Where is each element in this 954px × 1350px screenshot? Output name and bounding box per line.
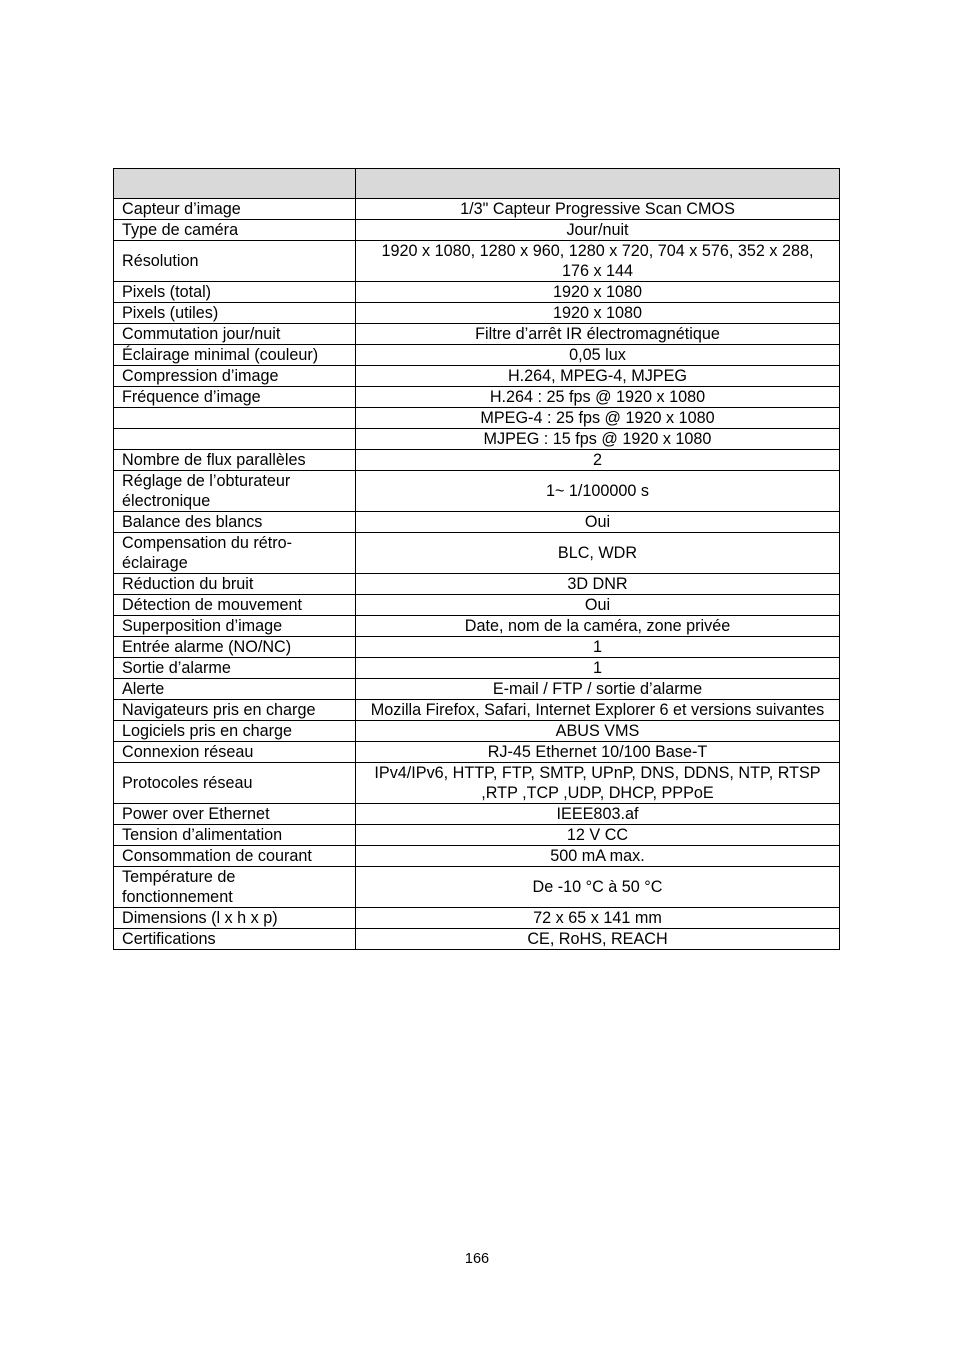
table-row: [114, 324, 840, 345]
spec-value: 1920 x 1080: [356, 303, 840, 324]
spec-label: Logiciels pris en charge: [114, 721, 356, 742]
table-row: [114, 700, 840, 721]
spec-label: Entrée alarme (NO/NC): [114, 637, 356, 658]
spec-value: H.264, MPEG-4, MJPEG: [356, 366, 840, 387]
table-row: [114, 471, 840, 512]
spec-label: Résolution: [114, 241, 356, 282]
table-row: [114, 658, 840, 679]
spec-label: Pixels (total): [114, 282, 356, 303]
spec-value: IPv4/IPv6, HTTP, FTP, SMTP, UPnP, DNS, DDNS, NTP, RTSP ,RTP ,TCP ,UDP, DHCP, PPPoE: [356, 763, 840, 804]
table-row: [114, 742, 840, 763]
spec-label: [114, 429, 356, 450]
table-row: [114, 199, 840, 220]
table-row: [114, 366, 840, 387]
table-row: [114, 450, 840, 471]
spec-value: 0,05 lux: [356, 345, 840, 366]
spec-label: Sortie d’alarme: [114, 658, 356, 679]
spec-value: MJPEG : 15 fps @ 1920 x 1080: [356, 429, 840, 450]
spec-label: Fréquence d’image: [114, 387, 356, 408]
header-row: [114, 169, 840, 199]
spec-label: Détection de mouvement: [114, 595, 356, 616]
table-row: [114, 908, 840, 929]
spec-value: 1: [356, 658, 840, 679]
spec-label: Balance des blancs: [114, 512, 356, 533]
spec-value: 1~ 1/100000 s: [356, 471, 840, 512]
table-row: [114, 929, 840, 950]
table-row: [114, 429, 840, 450]
spec-label: Réglage de l’obturateur électronique: [114, 471, 356, 512]
spec-label: Type de caméra: [114, 220, 356, 241]
spec-label: Tension d’alimentation: [114, 825, 356, 846]
spec-label: Certifications: [114, 929, 356, 950]
table-row: [114, 220, 840, 241]
table-row: [114, 595, 840, 616]
table-row: [114, 574, 840, 595]
spec-label: Compression d’image: [114, 366, 356, 387]
spec-label: Réduction du bruit: [114, 574, 356, 595]
spec-value: RJ-45 Ethernet 10/100 Base-T: [356, 742, 840, 763]
table-row: [114, 241, 840, 282]
spec-value: Date, nom de la caméra, zone privée: [356, 616, 840, 637]
spec-value: 1/3" Capteur Progressive Scan CMOS: [356, 199, 840, 220]
spec-label: Nombre de flux parallèles: [114, 450, 356, 471]
table-row: [114, 512, 840, 533]
spec-table-body: [114, 199, 840, 950]
table-row: [114, 533, 840, 574]
spec-value: Filtre d’arrêt IR électromagnétique: [356, 324, 840, 345]
table-row: [114, 282, 840, 303]
table-row: [114, 721, 840, 742]
spec-table: [113, 168, 840, 950]
spec-table-header: [114, 169, 840, 199]
spec-label: Alerte: [114, 679, 356, 700]
table-row: [114, 804, 840, 825]
spec-label: Dimensions (l x h x p): [114, 908, 356, 929]
spec-label: Pixels (utiles): [114, 303, 356, 324]
spec-value: De -10 °C à 50 °C: [356, 867, 840, 908]
spec-value: CE, RoHS, REACH: [356, 929, 840, 950]
spec-label: [114, 408, 356, 429]
spec-value: 72 x 65 x 141 mm: [356, 908, 840, 929]
page-number: 166: [464, 1251, 490, 1267]
spec-value: 1920 x 1080: [356, 282, 840, 303]
spec-value: 500 mA max.: [356, 846, 840, 867]
spec-value: 1920 x 1080, 1280 x 960, 1280 x 720, 704 x 576, 352 x 288, 176 x 144: [356, 241, 840, 282]
spec-label: Protocoles réseau: [114, 763, 356, 804]
spec-value: Oui: [356, 595, 840, 616]
spec-value: 2: [356, 450, 840, 471]
table-row: [114, 867, 840, 908]
spec-label: Connexion réseau: [114, 742, 356, 763]
table-row: [114, 345, 840, 366]
spec-label: Commutation jour/nuit: [114, 324, 356, 345]
spec-value: 1: [356, 637, 840, 658]
spec-value: Mozilla Firefox, Safari, Internet Explorer 6 et versions suivantes: [356, 700, 840, 721]
spec-label: Superposition d’image: [114, 616, 356, 637]
table-row: [114, 387, 840, 408]
table-row: [114, 303, 840, 324]
spec-value: Oui: [356, 512, 840, 533]
spec-label: Consommation de courant: [114, 846, 356, 867]
spec-value: BLC, WDR: [356, 533, 840, 574]
header-cell-value: [356, 169, 840, 199]
spec-value: 12 V CC: [356, 825, 840, 846]
spec-label: Navigateurs pris en charge: [114, 700, 356, 721]
spec-value: E-mail / FTP / sortie d’alarme: [356, 679, 840, 700]
spec-label: Compensation du rétro-éclairage: [114, 533, 356, 574]
spec-value: IEEE803.af: [356, 804, 840, 825]
spec-value: MPEG-4 : 25 fps @ 1920 x 1080: [356, 408, 840, 429]
spec-label: Capteur d’image: [114, 199, 356, 220]
spec-label: Température de fonctionnement: [114, 867, 356, 908]
table-row: [114, 846, 840, 867]
spec-value: H.264 : 25 fps @ 1920 x 1080: [356, 387, 840, 408]
spec-value: ABUS VMS: [356, 721, 840, 742]
spec-value: Jour/nuit: [356, 220, 840, 241]
table-row: [114, 763, 840, 804]
table-row: [114, 616, 840, 637]
table-row: [114, 825, 840, 846]
header-cell-feature: [114, 169, 356, 199]
table-row: [114, 408, 840, 429]
spec-value: 3D DNR: [356, 574, 840, 595]
spec-label: Éclairage minimal (couleur): [114, 345, 356, 366]
spec-label: Power over Ethernet: [114, 804, 356, 825]
table-row: [114, 679, 840, 700]
table-row: [114, 637, 840, 658]
